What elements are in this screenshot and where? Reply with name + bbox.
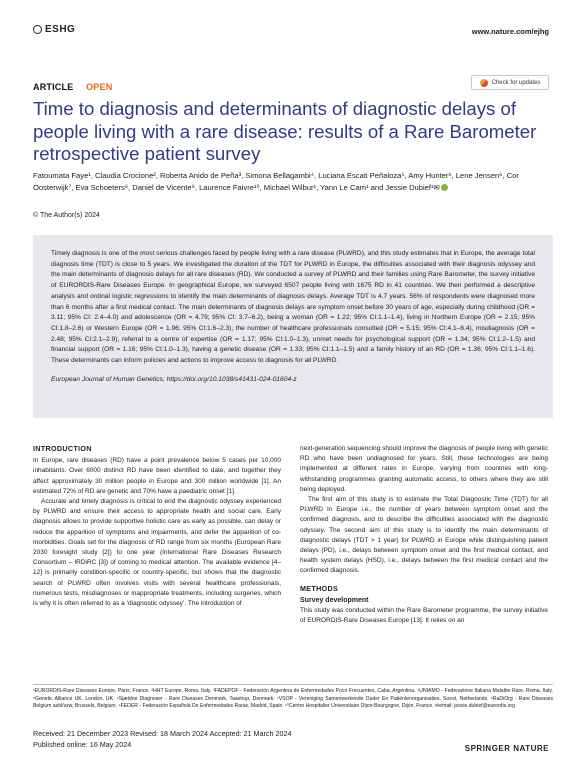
abstract-box — [33, 235, 553, 418]
article-type-label: ARTICLE — [33, 82, 74, 92]
introduction-heading: INTRODUCTION — [33, 444, 92, 453]
eshg-logo-icon — [33, 25, 42, 34]
methods-heading: METHODS — [300, 583, 339, 593]
intro-paragraph-3: next-generation sequencing should improve the diagnosis of people living with genetic RD who have been undiagnosed for years. Still, these technologies are being implemented at different rates in Europe, varying from countries with long-withstanding programmes granting automatic access, to others where they are still being deployed. — [300, 445, 548, 493]
intro-paragraph-4: The first aim of this study is to estimate the Total Diagnostic Time (TDT) for all PLWRD in Europe i.e., the number of years between symptom onset and the confirmed diagnosis, and to describe the difficulties associated with the diagnostic odyssey. The second aim of this study is to identify the main determinants of diagnostic delays (TDT > 1 year) for PLWRD in Europe while distinguishing patient delays (PD), i.e., delays between symptom onset and the first medical contact, and health system delays (HSD), i.e., delays between the first medical contact and the confirmed diagnosis. — [300, 496, 548, 575]
check-for-updates-label: Check for updates — [491, 79, 541, 86]
survey-development-subheading: Survey development — [300, 596, 369, 604]
abstract-text: Timely diagnosis is one of the most serious challenges faced by people living with a rare disease (PLWRD), and this study estimates that in Europe, the average total diagnosis time (TDT) is close to 5 years. We investigated the duration of the TDT for PLWRD in Europe, the difficulties associated with their diagnosis odyssey and the main determinants of diagnosis delays for all rare diseases (RD). We conducted a survey of PLWRD and their families using Rare Barometer, the survey initiative of EURORDIS-Rare Diseases Europe. In geographical Europe, we surveyed 6507 people living with 1675 RD in 41 countries. We then performed a descriptive analysis and ordinal logistic regressions to identify the main determinants of diagnosis delays. Average TDT is 4.7 years. 56% of respondents were diagnosed more than 6 months after a first medical contact. The main determinants of diagnosis delays are symptom onset before 30 years of age, especially during childhood (OR = 3.11; 95% CI: 2.4–4.0) and adolescence (OR = 4.79; 95% CI: 3.7–6.2), being a woman (OR = 1.22; 95% CI:1.1–1.4), living in Northern Europe (OR = 2.15; 95% CI:1.8–2.6) or Western Europe (OR = 1.96; 95% CI:1.6–2.3), the number of healthcare professionals consulted (OR = 5.15; 95% CI:4.1–6.4), misdiagnosis (OR = 2.48; 95% CI:2.1–2.9), referral to a centre of expertise (OR = 1.17; 95% CI:1.0–1.3), unmet needs for psychological support (OR = 1.34; 95% CI:1.2–1.5) and financial support (OR = 1.16; 95% CI:1.0–1.3), having a genetic disease (OR = 1.33; 95% CI:1.1–1.5) and a family history of an RD (OR = 1.36; 95% CI:1.1–1.6). These determinants can inform policies and actions to improve access to diagnosis for all PLWRD. — [51, 250, 535, 365]
journal-logo: ESHG — [33, 24, 75, 35]
article-type-row — [33, 82, 112, 92]
orcid-icon[interactable] — [441, 184, 448, 191]
doi-citation[interactable]: European Journal of Human Genetics; https://doi.org/10.1038/s41431-024-01604-z — [51, 375, 297, 383]
crossmark-icon — [480, 79, 488, 87]
intro-paragraph-2: Accurate and timely diagnosis is critical to end the diagnostic odyssey experienced by PLWRD and ensure their access to appropriate health and social care. Early diagnosis allows to provide supportive holistic care as early as possible, can delay or reduce the apparition of symptoms and impairments, and defer the apparition of co-morbidities. Goals set for the diagnosis of RD range from six months (European Rare 2030 foresight study [2]) to one year (International Rare Diseases Research Consortium – IRDiRC [3]) of coming to medical attention. The available evidence [4–12] is primarily condition-specific or country-specific, but shows that the diagnostic search of PLWRD often involves visits with several healthcare professionals, numerous tests, misdiagnoses or inappropriate treatments, including surgeries, which is why it is often referred to as a ‘diagnostic odyssey’. The introduction of — [33, 498, 281, 608]
received-revised-accepted-dates: Received: 21 December 2023 Revised: 18 March 2024 Accepted: 21 March 2024 — [33, 729, 292, 738]
author-list — [33, 170, 553, 194]
right-column — [300, 444, 548, 626]
journal-url-link[interactable]: www.nature.com/ejhg — [471, 27, 549, 36]
check-for-updates-button[interactable] — [471, 75, 549, 90]
affiliations-footnote: ¹EURORDIS-Rare Diseases Europe, Paris, France. ²HHT Europe, Roma, Italy. ³FADEPOF - Federación Argentina de Enfermedades Poco Frecuentes, Caba, Argentina. ⁴UNIAMO - Federazione Italiana Malattie Rare, Roma, Italy. ⁵Genetic Alliance UK, London, UK. ⁶Sjældne Diagnoser - Rare Diseases Denmark, Taastrup, Denmark. ⁷VSOP - Vereniging Samenwerkende Ouder En Patiëntenorganisaties, Soest, Netherlands. ⁸RaDiOrg - Rare Diseases Belgium asbl/vzw, Brussels, Belgium. ⁹FEDER - Federación Española De Enfermedades Raras, Madrid, Spain. ¹⁰Centre Hospitalier Universitaire Dijon-Bourgogne, Dijon, France. ✉email: jessie.dubief@eurordis.org — [33, 688, 553, 710]
published-online-date: Published online: 16 May 2024 — [33, 739, 132, 749]
article-title: Time to diagnosis and determinants of diagnostic delays of people living with a rare disease: results of a Rare Barometer retrospective patient survey — [33, 98, 537, 164]
publisher-logo: SPRINGER NATURE — [464, 744, 549, 753]
intro-paragraph-1: In Europe, rare diseases (RD) have a point prevalence below 5 cases per 10,000 inhabitants. Over 6000 distinct RD have been identified to date, and together they affect approximately 30 million people in Europe and 300 million worldwide [1]. An estimated 72% of RD are genetic and 70% have a paediatric onset [1]. — [33, 457, 281, 495]
author-names: Fatoumata Faye¹, Claudia Crocione², Roberta Anido de Peña³, Simona Bellagambi⁴, Luciana Escati Peñaloza⁵, Amy Hunter⁶, Lene Jensen⁶, Cor Oosterwijk⁷, Eva Schoeters⁸, Daniel de Vicente⁹, Laurence Faivre¹⁰, Michael Wilbur¹, Yann Le Cam¹ and Jessie Dubief¹✉ — [33, 171, 519, 192]
methods-paragraph-1: This study was conducted within the Rare Barometer programme, the survey initiative of EURORDIS-Rare Diseases Europe [13]. It relies on an — [300, 607, 548, 625]
left-column — [33, 444, 281, 609]
footnote-divider — [33, 684, 553, 685]
publication-dates — [33, 729, 292, 750]
copyright-notice: © The Author(s) 2024 — [33, 212, 100, 219]
open-access-label: OPEN — [86, 82, 113, 92]
